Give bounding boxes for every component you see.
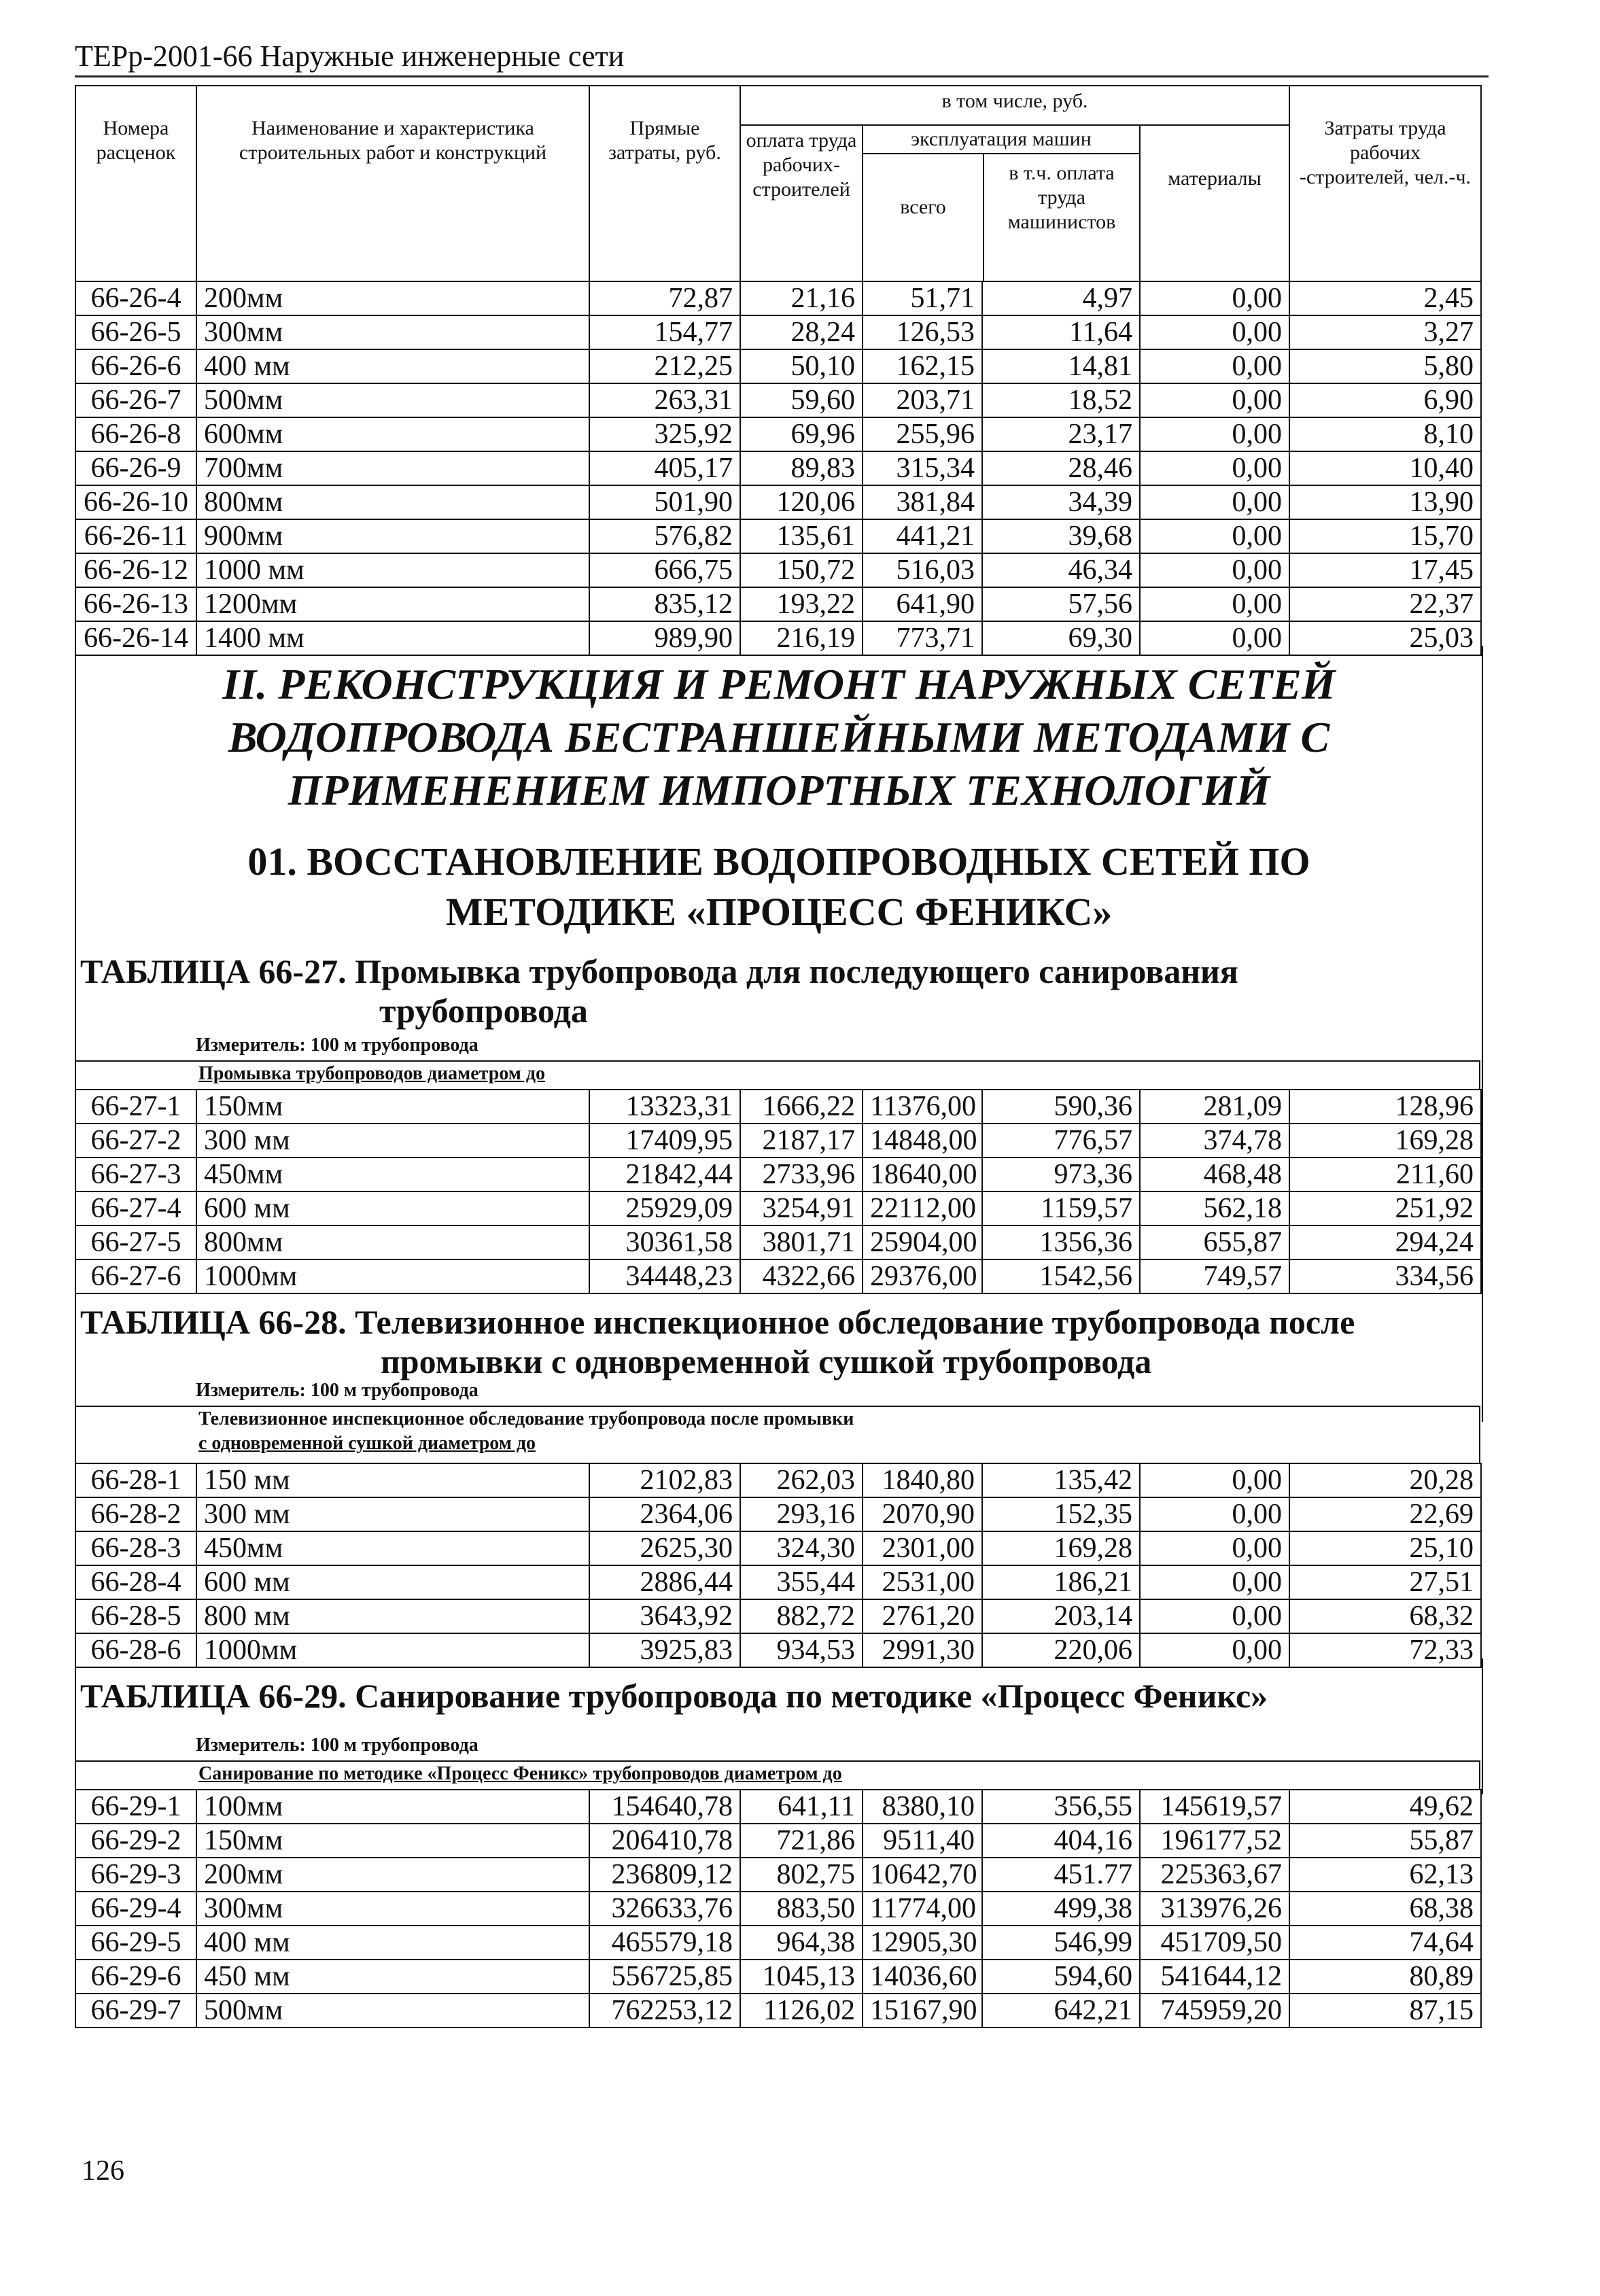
machines-total: 29376,00 xyxy=(863,1259,982,1293)
machines-total: 15167,90 xyxy=(863,1994,982,2028)
wage-cost: 882,72 xyxy=(740,1599,863,1633)
labor-hours: 27,51 xyxy=(1289,1565,1481,1599)
rate-code: 66-26-14 xyxy=(75,621,196,655)
wage-cost: 964,38 xyxy=(740,1926,863,1960)
wage-cost: 262,03 xyxy=(740,1463,863,1497)
machines-total: 381,84 xyxy=(863,485,982,519)
rate-code: 66-28-1 xyxy=(75,1463,196,1497)
col-materials-header: материалы xyxy=(1140,125,1289,281)
table-row xyxy=(75,1497,1481,1531)
rates-table-66-29 xyxy=(75,1789,1482,2028)
materials-cost: 374,78 xyxy=(1140,1124,1289,1158)
labor-hours: 74,64 xyxy=(1289,1926,1481,1960)
materials-cost: 225363,67 xyxy=(1140,1858,1289,1892)
table-row xyxy=(75,1599,1481,1633)
table-row xyxy=(75,1463,1481,1497)
materials-cost: 0,00 xyxy=(1140,1599,1289,1633)
table-row xyxy=(75,519,1481,553)
materials-cost: 196177,52 xyxy=(1140,1824,1289,1858)
table-row xyxy=(75,417,1481,451)
rate-code: 66-26-4 xyxy=(75,281,196,315)
materials-cost: 0,00 xyxy=(1140,1531,1289,1565)
table-row xyxy=(75,485,1481,519)
labor-hours: 87,15 xyxy=(1289,1994,1481,2028)
rate-code: 66-27-6 xyxy=(75,1259,196,1293)
rate-code: 66-29-6 xyxy=(75,1960,196,1994)
section-title-line-2: ВОДОПРОВОДА БЕСТРАНШЕЙНЫМИ МЕТОДАМИ С xyxy=(228,713,1330,761)
machines-total: 25904,00 xyxy=(863,1225,982,1259)
col-name-header: Наименование и характеристика строительных работ и конструкций xyxy=(196,86,589,281)
rate-code: 66-28-4 xyxy=(75,1565,196,1599)
labor-hours: 5,80 xyxy=(1289,349,1481,383)
machines-total: 10642,70 xyxy=(863,1858,982,1892)
wage-cost: 89,83 xyxy=(740,451,863,485)
machines-total: 315,34 xyxy=(863,451,982,485)
machines-total: 2761,20 xyxy=(863,1599,982,1633)
machinist-wage: 57,56 xyxy=(982,587,1140,621)
direct-cost: 405,17 xyxy=(589,451,740,485)
machines-total: 255,96 xyxy=(863,417,982,451)
labor-hours: 72,33 xyxy=(1289,1633,1481,1667)
wage-cost: 216,19 xyxy=(740,621,863,655)
direct-cost: 989,90 xyxy=(589,621,740,655)
machinist-wage: 203,14 xyxy=(982,1599,1140,1633)
machinist-wage: 1159,57 xyxy=(982,1192,1140,1225)
machinist-wage: 135,42 xyxy=(982,1463,1140,1497)
work-name: 500мм xyxy=(196,1994,589,2028)
machinist-wage: 69,30 xyxy=(982,621,1140,655)
table-row xyxy=(75,1225,1481,1259)
wage-cost: 21,16 xyxy=(740,281,863,315)
work-name: 700мм xyxy=(196,451,589,485)
materials-cost: 281,09 xyxy=(1140,1090,1289,1124)
table-row xyxy=(75,349,1481,383)
direct-cost: 2364,06 xyxy=(589,1497,740,1531)
work-name: 1000 мм xyxy=(196,553,589,587)
machinist-wage: 34,39 xyxy=(982,485,1140,519)
rate-code: 66-28-2 xyxy=(75,1497,196,1531)
materials-cost: 745959,20 xyxy=(1140,1994,1289,2028)
machines-total: 2991,30 xyxy=(863,1633,982,1667)
direct-cost: 666,75 xyxy=(589,553,740,587)
work-name: 450 мм xyxy=(196,1960,589,1994)
work-name: 450мм xyxy=(196,1531,589,1565)
rate-code: 66-26-10 xyxy=(75,485,196,519)
materials-cost: 145619,57 xyxy=(1140,1790,1289,1824)
machines-total: 22112,00 xyxy=(863,1192,982,1225)
table-66-29-band: Санирование по методике «Процесс Феникс» трубопроводов диаметром до xyxy=(75,1760,1480,1789)
rate-code: 66-26-8 xyxy=(75,417,196,451)
labor-hours: 211,60 xyxy=(1289,1158,1481,1192)
direct-cost: 576,82 xyxy=(589,519,740,553)
materials-cost: 0,00 xyxy=(1140,519,1289,553)
direct-cost: 2886,44 xyxy=(589,1565,740,1599)
machines-total: 2531,00 xyxy=(863,1565,982,1599)
machinist-wage: 186,21 xyxy=(982,1565,1140,1599)
materials-cost: 749,57 xyxy=(1140,1259,1289,1293)
materials-cost: 0,00 xyxy=(1140,1565,1289,1599)
work-name: 300мм xyxy=(196,315,589,349)
table-row xyxy=(75,587,1481,621)
wage-cost: 69,96 xyxy=(740,417,863,451)
wage-cost: 4322,66 xyxy=(740,1259,863,1293)
work-name: 1400 мм xyxy=(196,621,589,655)
rate-code: 66-26-5 xyxy=(75,315,196,349)
machinist-wage: 356,55 xyxy=(982,1790,1140,1824)
rate-code: 66-28-3 xyxy=(75,1531,196,1565)
materials-cost: 0,00 xyxy=(1140,349,1289,383)
direct-cost: 501,90 xyxy=(589,485,740,519)
work-name: 450мм xyxy=(196,1158,589,1192)
work-name: 300 мм xyxy=(196,1497,589,1531)
wage-cost: 59,60 xyxy=(740,383,863,417)
machines-total: 126,53 xyxy=(863,315,982,349)
labor-hours: 55,87 xyxy=(1289,1824,1481,1858)
machines-total: 441,21 xyxy=(863,519,982,553)
machines-total: 14036,60 xyxy=(863,1960,982,1994)
wage-cost: 641,11 xyxy=(740,1790,863,1824)
wage-cost: 150,72 xyxy=(740,553,863,587)
wage-cost: 3801,71 xyxy=(740,1225,863,1259)
work-name: 200мм xyxy=(196,281,589,315)
machinist-wage: 152,35 xyxy=(982,1497,1140,1531)
wage-cost: 120,06 xyxy=(740,485,863,519)
table-66-29-title: ТАБЛИЦА 66-29. Санирование трубопровода по методике «Процесс Феникс» xyxy=(80,1677,1268,1715)
materials-cost: 562,18 xyxy=(1140,1192,1289,1225)
direct-cost: 3643,92 xyxy=(589,1599,740,1633)
machinist-wage: 46,34 xyxy=(982,553,1140,587)
rate-code: 66-28-6 xyxy=(75,1633,196,1667)
table-row xyxy=(75,1960,1481,1994)
machines-total: 11774,00 xyxy=(863,1892,982,1926)
rate-code: 66-29-5 xyxy=(75,1926,196,1960)
machines-total: 773,71 xyxy=(863,621,982,655)
labor-hours: 2,45 xyxy=(1289,281,1481,315)
machinist-wage: 1356,36 xyxy=(982,1225,1140,1259)
direct-cost: 17409,95 xyxy=(589,1124,740,1158)
col-machines-total-header: всего xyxy=(863,154,984,281)
materials-cost: 655,87 xyxy=(1140,1225,1289,1259)
materials-cost: 0,00 xyxy=(1140,1497,1289,1531)
section-title-line-1: II. РЕКОНСТРУКЦИЯ И РЕМОНТ НАРУЖНЫХ СЕТЕЙ xyxy=(222,660,1336,708)
table-row xyxy=(75,1158,1481,1192)
materials-cost: 0,00 xyxy=(1140,621,1289,655)
machines-total: 1840,80 xyxy=(863,1463,982,1497)
wage-cost: 28,24 xyxy=(740,315,863,349)
labor-hours: 25,03 xyxy=(1289,621,1481,655)
wage-cost: 193,22 xyxy=(740,587,863,621)
wage-cost: 324,30 xyxy=(740,1531,863,1565)
col-labor-header: Затраты труда рабочих -строителей, чел.-ч. xyxy=(1289,86,1481,281)
machines-total: 12905,30 xyxy=(863,1926,982,1960)
materials-cost: 0,00 xyxy=(1140,587,1289,621)
machinist-wage: 23,17 xyxy=(982,417,1140,451)
machines-total: 9511,40 xyxy=(863,1824,982,1858)
table-row xyxy=(75,1892,1481,1926)
rate-code: 66-28-5 xyxy=(75,1599,196,1633)
materials-cost: 0,00 xyxy=(1140,553,1289,587)
machinist-wage: 642,21 xyxy=(982,1994,1140,2028)
direct-cost: 762253,12 xyxy=(589,1994,740,2028)
table-row xyxy=(75,1124,1481,1158)
machines-total: 14848,00 xyxy=(863,1124,982,1158)
col-direct-header: Прямые затраты, руб. xyxy=(589,86,740,281)
subsection-title-line-1: 01. ВОССТАНОВЛЕНИЕ ВОДОПРОВОДНЫХ СЕТЕЙ ПО xyxy=(247,839,1310,884)
machines-total: 2301,00 xyxy=(863,1531,982,1565)
machines-total: 2070,90 xyxy=(863,1497,982,1531)
work-name: 400 мм xyxy=(196,349,589,383)
rate-code: 66-27-4 xyxy=(75,1192,196,1225)
wage-cost: 934,53 xyxy=(740,1633,863,1667)
work-name: 150мм xyxy=(196,1824,589,1858)
table-66-27-title: ТАБЛИЦА 66-27. Промывка трубопровода для последующего санирования трубопровода xyxy=(80,952,1238,1030)
direct-cost: 21842,44 xyxy=(589,1158,740,1192)
direct-cost: 325,92 xyxy=(589,417,740,451)
rate-code: 66-27-3 xyxy=(75,1158,196,1192)
table-66-28-title: ТАБЛИЦА 66-28. Телевизионное инспекционное обследование трубопровода после промывки с одновременной сушкой трубопровода xyxy=(80,1303,1355,1380)
wage-cost: 293,16 xyxy=(740,1497,863,1531)
rate-code: 66-29-7 xyxy=(75,1994,196,2028)
work-name: 150 мм xyxy=(196,1463,589,1497)
labor-hours: 8,10 xyxy=(1289,417,1481,451)
table-66-28-meter: Измеритель: 100 м трубопровода xyxy=(196,1380,479,1401)
table-66-28-band: Телевизионное инспекционное обследование трубопровода после промывки с одновременной сушкой диаметром до xyxy=(75,1406,1480,1463)
wage-cost: 3254,91 xyxy=(740,1192,863,1225)
wage-cost: 1126,02 xyxy=(740,1994,863,2028)
direct-cost: 154640,78 xyxy=(589,1790,740,1824)
labor-hours: 13,90 xyxy=(1289,485,1481,519)
wage-cost: 1666,22 xyxy=(740,1090,863,1124)
machinist-wage: 1542,56 xyxy=(982,1259,1140,1293)
rate-code: 66-26-7 xyxy=(75,383,196,417)
labor-hours: 251,92 xyxy=(1289,1192,1481,1225)
rates-table-66-27 xyxy=(75,1089,1482,1294)
materials-cost: 0,00 xyxy=(1140,485,1289,519)
direct-cost: 3925,83 xyxy=(589,1633,740,1667)
table-row xyxy=(75,1994,1481,2028)
machinist-wage: 973,36 xyxy=(982,1158,1140,1192)
machinist-wage: 776,57 xyxy=(982,1124,1140,1158)
table-66-27-meter: Измеритель: 100 м трубопровода xyxy=(196,1034,479,1056)
wage-cost: 355,44 xyxy=(740,1565,863,1599)
materials-cost: 0,00 xyxy=(1140,383,1289,417)
work-name: 600 мм xyxy=(196,1192,589,1225)
machines-total: 162,15 xyxy=(863,349,982,383)
labor-hours: 294,24 xyxy=(1289,1225,1481,1259)
table-row xyxy=(75,451,1481,485)
running-header: ТЕРр-2001-66 Наружные инженерные сети xyxy=(75,37,1489,77)
wage-cost: 2733,96 xyxy=(740,1158,863,1192)
machinist-wage: 451.77 xyxy=(982,1858,1140,1892)
machines-total: 18640,00 xyxy=(863,1158,982,1192)
work-name: 800 мм xyxy=(196,1599,589,1633)
labor-hours: 15,70 xyxy=(1289,519,1481,553)
rate-code: 66-29-1 xyxy=(75,1790,196,1824)
col-wage-header: оплата труда рабочих-строителей xyxy=(740,125,863,281)
labor-hours: 10,40 xyxy=(1289,451,1481,485)
section-title-line-3: ПРИМЕНЕНИЕМ ИМПОРТНЫХ ТЕХНОЛОГИЙ xyxy=(288,766,1270,814)
table-row xyxy=(75,1926,1481,1960)
direct-cost: 2625,30 xyxy=(589,1531,740,1565)
direct-cost: 236809,12 xyxy=(589,1858,740,1892)
materials-cost: 541644,12 xyxy=(1140,1960,1289,1994)
wage-cost: 50,10 xyxy=(740,349,863,383)
work-name: 100мм xyxy=(196,1790,589,1824)
direct-cost: 556725,85 xyxy=(589,1960,740,1994)
table-66-29-meter: Измеритель: 100 м трубопровода xyxy=(196,1735,479,1756)
labor-hours: 22,37 xyxy=(1289,587,1481,621)
machinist-wage: 220,06 xyxy=(982,1633,1140,1667)
work-name: 600 мм xyxy=(196,1565,589,1599)
labor-hours: 334,56 xyxy=(1289,1259,1481,1293)
rates-table-66-26 xyxy=(75,85,1482,656)
direct-cost: 465579,18 xyxy=(589,1926,740,1960)
labor-hours: 169,28 xyxy=(1289,1124,1481,1158)
materials-cost: 0,00 xyxy=(1140,315,1289,349)
labor-hours: 6,90 xyxy=(1289,383,1481,417)
table-66-27-band: Промывка трубопроводов диаметром до xyxy=(75,1060,1480,1089)
direct-cost: 30361,58 xyxy=(589,1225,740,1259)
materials-cost: 313976,26 xyxy=(1140,1892,1289,1926)
direct-cost: 835,12 xyxy=(589,587,740,621)
rate-code: 66-26-9 xyxy=(75,451,196,485)
direct-cost: 212,25 xyxy=(589,349,740,383)
labor-hours: 68,32 xyxy=(1289,1599,1481,1633)
table-row xyxy=(75,1565,1481,1599)
materials-cost: 0,00 xyxy=(1140,281,1289,315)
machinist-wage: 169,28 xyxy=(982,1531,1140,1565)
work-name: 1000мм xyxy=(196,1633,589,1667)
machines-total: 8380,10 xyxy=(863,1790,982,1824)
rate-code: 66-29-4 xyxy=(75,1892,196,1926)
machinist-wage: 404,16 xyxy=(982,1824,1140,1858)
machines-total: 203,71 xyxy=(863,383,982,417)
work-name: 300мм xyxy=(196,1892,589,1926)
machines-total: 51,71 xyxy=(863,281,982,315)
work-name: 200мм xyxy=(196,1858,589,1892)
machinist-wage: 4,97 xyxy=(982,281,1140,315)
table-row xyxy=(75,281,1481,315)
machines-total: 516,03 xyxy=(863,553,982,587)
labor-hours: 20,28 xyxy=(1289,1463,1481,1497)
table-row xyxy=(75,1531,1481,1565)
work-name: 300 мм xyxy=(196,1124,589,1158)
work-name: 1000мм xyxy=(196,1259,589,1293)
work-name: 600мм xyxy=(196,417,589,451)
table-66-26-body xyxy=(75,281,1481,655)
wage-cost: 883,50 xyxy=(740,1892,863,1926)
rate-code: 66-26-13 xyxy=(75,587,196,621)
machinist-wage: 28,46 xyxy=(982,451,1140,485)
labor-hours: 25,10 xyxy=(1289,1531,1481,1565)
work-name: 400 мм xyxy=(196,1926,589,1960)
table-row xyxy=(75,1858,1481,1892)
wage-cost: 721,86 xyxy=(740,1824,863,1858)
materials-cost: 0,00 xyxy=(1140,451,1289,485)
labor-hours: 80,89 xyxy=(1289,1960,1481,1994)
labor-hours: 17,45 xyxy=(1289,553,1481,587)
labor-hours: 62,13 xyxy=(1289,1858,1481,1892)
page-number: 126 xyxy=(82,2155,124,2187)
labor-hours: 49,62 xyxy=(1289,1790,1481,1824)
direct-cost: 154,77 xyxy=(589,315,740,349)
direct-cost: 206410,78 xyxy=(589,1824,740,1858)
machinist-wage: 18,52 xyxy=(982,383,1140,417)
rate-code: 66-26-11 xyxy=(75,519,196,553)
col-machines-wage-header: в т.ч. оплата труда машинистов xyxy=(1007,162,1116,233)
work-name: 800мм xyxy=(196,485,589,519)
machines-total: 641,90 xyxy=(863,587,982,621)
direct-cost: 326633,76 xyxy=(589,1892,740,1926)
col-incl-header: в том числе, руб. xyxy=(740,86,1289,125)
work-name: 900мм xyxy=(196,519,589,553)
materials-cost: 451709,50 xyxy=(1140,1926,1289,1960)
table-row xyxy=(75,1824,1481,1858)
machinist-wage: 590,36 xyxy=(982,1090,1140,1124)
materials-cost: 0,00 xyxy=(1140,1633,1289,1667)
rate-code: 66-29-2 xyxy=(75,1824,196,1858)
work-name: 500мм xyxy=(196,383,589,417)
subsection-title-line-2: МЕТОДИКЕ «ПРОЦЕСС ФЕНИКС» xyxy=(445,890,1113,934)
labor-hours: 22,69 xyxy=(1289,1497,1481,1531)
rate-code: 66-26-6 xyxy=(75,349,196,383)
materials-cost: 0,00 xyxy=(1140,1463,1289,1497)
direct-cost: 72,87 xyxy=(589,281,740,315)
direct-cost: 263,31 xyxy=(589,383,740,417)
table-row xyxy=(75,315,1481,349)
rates-table-66-28 xyxy=(75,1463,1482,1668)
rate-code: 66-27-1 xyxy=(75,1090,196,1124)
machinist-wage: 14,81 xyxy=(982,349,1140,383)
table-row xyxy=(75,383,1481,417)
rate-code: 66-29-3 xyxy=(75,1858,196,1892)
machines-total: 11376,00 xyxy=(863,1090,982,1124)
direct-cost: 25929,09 xyxy=(589,1192,740,1225)
machinist-wage: 594,60 xyxy=(982,1960,1140,1994)
labor-hours: 3,27 xyxy=(1289,315,1481,349)
col-machines-header: эксплуатация машин всего в т.ч. оплата труда машинистов xyxy=(863,125,1140,281)
machinist-wage: 546,99 xyxy=(982,1926,1140,1960)
table-row xyxy=(75,1192,1481,1225)
machinist-wage: 39,68 xyxy=(982,519,1140,553)
labor-hours: 68,38 xyxy=(1289,1892,1481,1926)
machinist-wage: 499,38 xyxy=(982,1892,1140,1926)
rate-code: 66-27-5 xyxy=(75,1225,196,1259)
materials-cost: 0,00 xyxy=(1140,417,1289,451)
table-row xyxy=(75,553,1481,587)
work-name: 150мм xyxy=(196,1090,589,1124)
wage-cost: 2187,17 xyxy=(740,1124,863,1158)
rate-code: 66-26-12 xyxy=(75,553,196,587)
materials-cost: 468,48 xyxy=(1140,1158,1289,1192)
direct-cost: 2102,83 xyxy=(589,1463,740,1497)
col-code-header: Номера расценок xyxy=(75,86,196,281)
labor-hours: 128,96 xyxy=(1289,1090,1481,1124)
work-name: 800мм xyxy=(196,1225,589,1259)
wage-cost: 802,75 xyxy=(740,1858,863,1892)
direct-cost: 13323,31 xyxy=(589,1090,740,1124)
wage-cost: 1045,13 xyxy=(740,1960,863,1994)
work-name: 1200мм xyxy=(196,587,589,621)
machinist-wage: 11,64 xyxy=(982,315,1140,349)
direct-cost: 34448,23 xyxy=(589,1259,740,1293)
table-row xyxy=(75,1090,1481,1124)
wage-cost: 135,61 xyxy=(740,519,863,553)
rate-code: 66-27-2 xyxy=(75,1124,196,1158)
table-row xyxy=(75,1790,1481,1824)
